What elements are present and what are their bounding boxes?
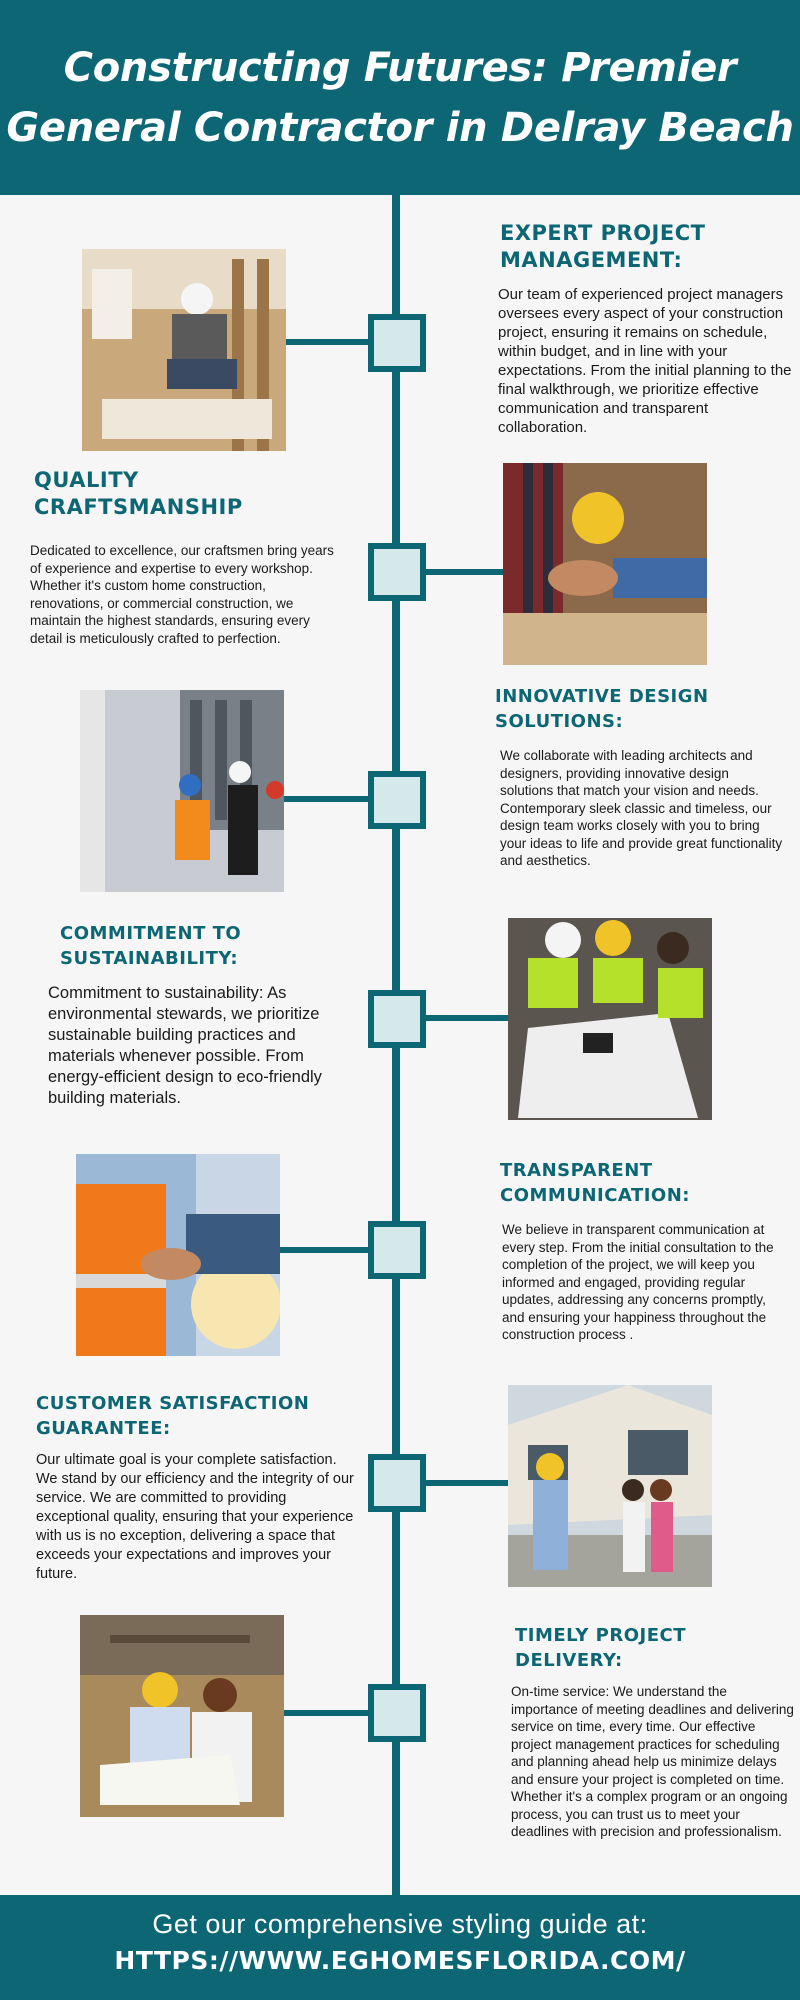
section-title: TIMELY PROJECT DELIVERY: bbox=[515, 1625, 686, 1671]
section-body: Our ultimate goal is your complete satisfaction. We stand by our efficiency and the integrity of our service. We are committed to providing exceptional quality, ensuring that your experience with us is no exception, delivering a space that exceeds your expectations and improves your future. bbox=[36, 1452, 354, 1582]
photo-engineers-plans bbox=[80, 1615, 284, 1817]
section-title: EXPERT PROJECT MANAGEMENT: bbox=[500, 221, 706, 272]
timeline-node-4 bbox=[368, 990, 426, 1048]
timeline-node-3 bbox=[368, 771, 426, 829]
photo-contractor-couple bbox=[508, 1385, 712, 1587]
page-title: Constructing Futures: Premier General Contractor in Delray Beach bbox=[6, 44, 794, 151]
footer-cta-text: Get our comprehensive styling guide at: bbox=[152, 1909, 648, 1939]
section-title: QUALITY CRAFTSMANSHIP bbox=[34, 468, 243, 519]
section-body: Our team of experienced project managers oversees every aspect of your construction project, ensuring it remains on schedule, within budget, and in line with your expectations. From the initial planning to the final walkthrough, we prioritize effective communication and transparent collaboration. bbox=[498, 286, 792, 436]
section-title: CUSTOMER SATISFACTION GUARANTEE: bbox=[36, 1393, 310, 1439]
timeline-node-5 bbox=[368, 1221, 426, 1279]
photo-handshake-vest bbox=[76, 1154, 280, 1356]
section-body: We believe in transparent communication at every step. From the initial consultation to the completion of the project, we will keep you informed and engaged, providing regular updates, addressing any concerns promptly, and ensuring your happiness throughout the construction process . bbox=[502, 1222, 774, 1342]
timeline-node-7 bbox=[368, 1684, 426, 1742]
timeline-node-6 bbox=[368, 1454, 426, 1512]
section-title: TRANSPARENT COMMUNICATION: bbox=[500, 1160, 690, 1206]
section-body: We collaborate with leading architects and designers, providing innovative design solutions that match your vision and needs. Contemporary sleek classic and timeless, our design team works closely with you to bring your ideas to life and provide great functionality and aesthetics. bbox=[500, 748, 783, 868]
header-banner bbox=[0, 0, 800, 195]
section-body: Commitment to sustainability: As environmental stewards, we prioritize sustainable building practices and materials whenever possible. From energy-efficient design to eco-friendly building materials. bbox=[48, 984, 322, 1107]
section-body: On-time service: We understand the importance of meeting deadlines and delivering service on time, every time. Our effective project management practices for scheduling and planning ahead help us minimize delays and ensure your project is completed on time. Whether it's a complex program or an ongoing process, you can trust us to meet your deadlines with precision and professionalism. bbox=[511, 1684, 794, 1839]
section-title: COMMITMENT TO SUSTAINABILITY: bbox=[60, 923, 242, 969]
photo-engineers-site bbox=[80, 690, 284, 892]
footer-banner bbox=[0, 1895, 800, 2000]
section-body: Dedicated to excellence, our craftsmen bring years of experience and expertise to every workshop. Whether it's custom home construction, renovations, or commercial construction, we maintain the highest standards, ensuring every detail is meticulously crafted to perfection. bbox=[30, 543, 334, 646]
footer-link[interactable]: HTTPS://WWW.EGHOMESFLORIDA.COM/ bbox=[114, 1946, 686, 1975]
timeline-node-1 bbox=[368, 314, 426, 372]
photo-team-blueprints bbox=[508, 918, 712, 1120]
section-title: INNOVATIVE DESIGN SOLUTIONS: bbox=[495, 686, 709, 732]
photo-handshake bbox=[503, 463, 707, 665]
timeline-node-2 bbox=[368, 543, 426, 601]
photo-worker-kneeling bbox=[82, 249, 286, 451]
